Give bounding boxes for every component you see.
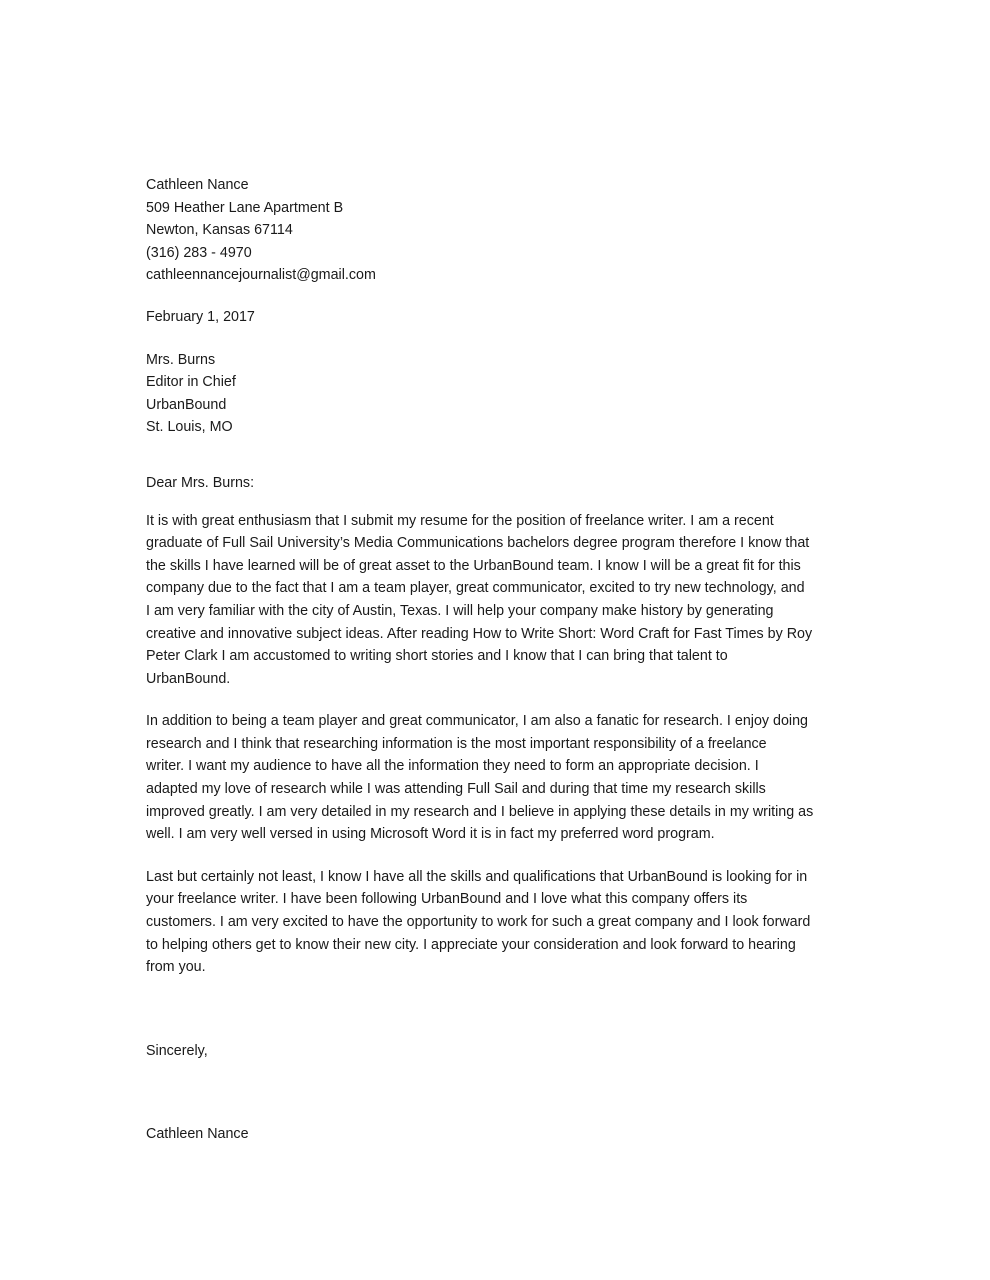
paragraph-line: creative and innovative subject ideas. After reading How to Write Short: Word Craft for Fast Times by Roy — [146, 625, 813, 642]
sender-address-line1: 509 Heather Lane Apartment B — [146, 199, 344, 216]
sender-address-block — [146, 174, 846, 287]
salutation-text: Dear Mrs. Burns: — [146, 474, 255, 491]
paragraph-line: customers. I am very excited to have the opportunity to work for such a great company and I look forward — [146, 914, 811, 931]
paragraph-line: research and I think that researching information is the most important responsibility of a freelance — [146, 735, 767, 752]
body-paragraph-3 — [146, 866, 846, 979]
signature — [146, 1123, 846, 1146]
paragraph-line: the skills I have learned will be of great asset to the UrbanBound team. I know I will be a great fit for this — [146, 557, 801, 574]
recipient-name: Mrs. Burns — [146, 351, 216, 368]
sender-address-line2: Newton, Kansas 67114 — [146, 222, 293, 239]
paragraph-line: to helping others get to know their new city. I appreciate your consideration and look forward to hearing — [146, 936, 796, 953]
body-paragraph-2 — [146, 710, 846, 846]
date-text: February 1, 2017 — [146, 308, 255, 325]
sender-name: Cathleen Nance — [146, 177, 249, 193]
paragraph-line: UrbanBound. — [146, 670, 231, 687]
closing-text: Sincerely, — [146, 1042, 208, 1059]
closing — [146, 1040, 846, 1063]
body-paragraph-1 — [146, 510, 846, 691]
paragraph-line: graduate of Full Sail University’s Media Communications bachelors degree program therefore I know that — [146, 535, 810, 552]
paragraph-line: company due to the fact that I am a team player, great communicator, excited to try new technology, and — [146, 580, 805, 597]
sender-email: cathleennancejournalist@gmail.com — [146, 267, 376, 284]
recipient-title: Editor in Chief — [146, 374, 236, 391]
paragraph-line: well. I am very well versed in using Microsoft Word it is in fact my preferred word program. — [146, 826, 715, 843]
signature-name: Cathleen Nance — [146, 1126, 249, 1143]
recipient-location: St. Louis, MO — [146, 419, 233, 436]
paragraph-line: Last but certainly not least, I know I have all the skills and qualifications that UrbanBound is looking for in — [146, 868, 808, 885]
paragraph-line: your freelance writer. I have been following UrbanBound and I love what this company offers its — [146, 891, 748, 908]
paragraph-line: improved greatly. I am very detailed in my research and I believe in applying these details in my writing as — [146, 803, 814, 820]
paragraph-line: I am very familiar with the city of Austin, Texas. I will help your company make history by generating — [146, 602, 774, 619]
paragraph-line: Peter Clark I am accustomed to writing short stories and I know that I can bring that talent to — [146, 648, 728, 665]
sender-phone: (316) 283 - 4970 — [146, 244, 252, 261]
recipient-address-block — [146, 349, 846, 439]
paragraph-line: from you. — [146, 959, 206, 976]
salutation — [146, 472, 846, 495]
paragraph-line: In addition to being a team player and great communicator, I am also a fanatic for research. I enjoy doing — [146, 713, 809, 730]
letter-date — [146, 306, 846, 329]
paragraph-line: adapted my love of research while I was attending Full Sail and during that time my research skills — [146, 781, 766, 798]
paragraph-line: writer. I want my audience to have all the information they need to form an appropriate decision. I — [146, 758, 759, 775]
cover-letter — [146, 174, 846, 1146]
paragraph-line: It is with great enthusiasm that I submit my resume for the position of freelance writer. I am a recent — [146, 512, 774, 529]
recipient-company: UrbanBound — [146, 396, 227, 413]
